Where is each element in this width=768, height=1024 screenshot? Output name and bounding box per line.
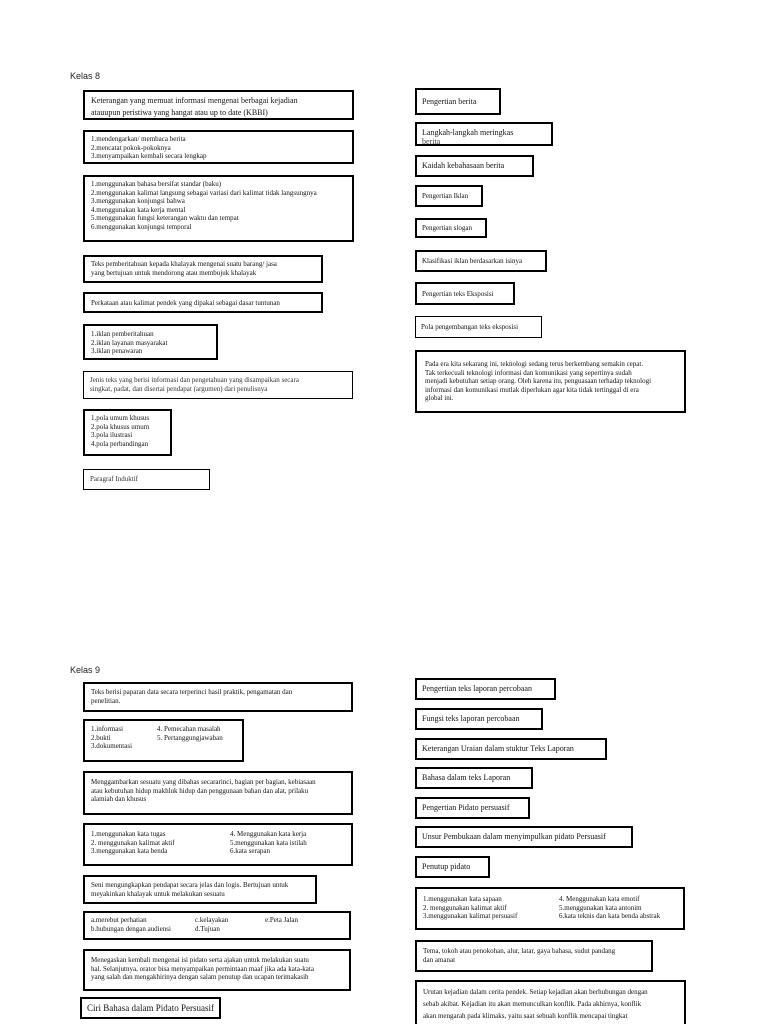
k9-b2-item: 1.informasi: [91, 725, 124, 733]
k9-t1-label: Pengertian teks laporan percobaan: [422, 684, 532, 693]
k8-b8-line: 4.pola perbandingan: [91, 439, 149, 448]
k9-alur-definition: [415, 980, 686, 1024]
k9-b3-line: alamiah dan khusus: [91, 795, 147, 804]
k9-b4-item: 5.menggunakan kata istilah: [230, 838, 307, 847]
k9-b6-item: c.kelayakan: [195, 916, 229, 924]
k9-ciri-bahasa-list: [415, 887, 685, 930]
k8-b7-line: singkat, padat, dan disertai pendapat (argumen) dari penulisnya: [90, 384, 268, 393]
k8-b3-line: 4.menggunakan kata kerja mental: [91, 205, 186, 214]
k9-b6-col1: [91, 916, 195, 935]
k9-term-uraian: [415, 738, 607, 760]
k8-b3-line: 6.menggunakan konjungsi temporal: [91, 222, 192, 231]
k9-rb2-line: Tema, tokoh atau penokohan, alur, latar, gaya bahasa, sudut pandang: [423, 947, 616, 955]
k8-p1-line: Pada era kita sekarang ini, teknologi sedang terus berkembang semakin cepat.: [425, 360, 644, 368]
k8-t6-label: Klasifikasi iklan berdasarkan isinya: [422, 257, 523, 265]
k9-b3-line: Menggambarkan sesuatu yang dibahas secararinci, bagian per bagian, kebiasaan: [91, 778, 316, 786]
k9-rb1-item: 5.menggunakan kata antonim: [559, 903, 642, 912]
k9-b2-item: 5. Pertanggungjawaban: [157, 733, 223, 742]
k9-b1-line: penelitian.: [91, 696, 121, 705]
k9-b6-item: a.merebut perhatian: [91, 916, 147, 924]
k8-b5-line: Perkataan atau kalimat pendek yang dipakai sebagai dasar tuntunan: [91, 299, 280, 307]
k9-t4-label: Bahasa dalam teks Laporan: [422, 773, 511, 782]
k9-b3-line: atau kebutuhan hidup makhluk hidup dan penggunaan bahan dan alat, prilaku: [91, 786, 309, 795]
k8-t4-label: Pengertian Iklan: [422, 192, 469, 200]
k9-rb1-item: 6.kata teknis dan kata benda abstrak: [559, 912, 661, 921]
k8-answer-paragraf: [83, 469, 210, 490]
k8-b4-line: Teks pemberitahuan kepada khalayak mengenai suatu barang/ jasa: [91, 260, 277, 268]
k8-b3-line: 2.menggunakan kalimat langsung sebagai variasi dari kalimat tidak langsungnya: [91, 188, 317, 197]
k9-b5-line: meyakinkan khalayak untuk melakukan sesuatu: [91, 889, 225, 898]
k9-b4-item: 2. menggunakan kalimat aktif: [91, 838, 175, 847]
k8-pola-list: [83, 409, 172, 456]
k8-p1-line: menjadi kebutuhan setiap orang. Oleh karena itu, penguasaan terhadap teknologi: [425, 377, 652, 386]
k9-term-penutup: [415, 856, 490, 878]
k9-rb1-item: 2. menggunakan kalimat aktif: [423, 903, 507, 912]
k9-b4-col1: [91, 830, 230, 859]
k9-rb3-line: akan mengarah pada klimaks, yaitu saat sebuah konflik mencapai tingkat: [423, 1012, 628, 1020]
k9-rb2-line: dan amanat: [423, 955, 456, 964]
k8-b3-line: 1.menggunakan bahasa bersifat standar (baku): [91, 180, 222, 188]
k9-rb1-col2: [559, 895, 660, 922]
k8-term-pola: [415, 316, 542, 338]
k9-b1-line: Teks berisi paparan data secara terperinci hasil praktik, pengamatan dan: [91, 688, 293, 696]
k8-b2-line: 1.mendengarkan/ membaca berita: [91, 135, 186, 143]
k9-b4-item: 4. Menggunakan kata kerja: [230, 830, 307, 838]
k9-b6-item: b.hubungan dengan audiensi: [91, 924, 171, 933]
k9-rb1-item: 4. Menggunakan kata emotif: [559, 895, 640, 903]
k9-rb3-line: sebab akibat. Kejadian itu akan memunculkan konflik. Pada akhirnya, konflik: [423, 1000, 642, 1008]
k9-pembukaan-list: [83, 911, 351, 940]
k9-b4-item: 3.menggunakan kata benda: [91, 847, 168, 856]
k9-b2-col1: [91, 725, 157, 756]
k9-term-unsur-pembukaan: [415, 826, 633, 848]
k9-b7-line: Menegaskan kembali mengenai isi pidato serta ajakan untuk melakukan suatu: [91, 956, 309, 964]
k8-term-eksposisi: [415, 282, 515, 305]
k8-b3-line: 3.menggunakan konjungsi bahwa: [91, 197, 185, 206]
k9-b5-line: Seni mengungkapkan pendapat secara jelas dan logis. Bertujuan untuk: [91, 881, 289, 889]
k8-definition-eksposisi: [83, 371, 353, 399]
k8-b6-line: 2.iklan layanan masyarakat: [91, 338, 168, 347]
k8-definition-iklan: [83, 255, 323, 283]
k8-t2-cut-text: berita: [422, 137, 441, 146]
k9-b7-line: hal. Selanjutnya, orator bisa menyampaikan permintaan maaf jika ada kata-kata: [91, 964, 314, 973]
k9-b6-item: d.Tujuan: [195, 924, 220, 933]
k9-bahasa-list: [83, 823, 353, 866]
k8-b8-line: 1.pola umum khusus: [91, 414, 150, 422]
kelas9-heading: Kelas 9: [70, 665, 101, 675]
k9-t5-label: Pengertian Pidato persuasif: [422, 803, 510, 812]
k9-b7-line: yang salah dan mengakhirinya dengan salam penutup dan ucapan terimakasih: [91, 973, 309, 982]
k8-term-kaidah: [415, 155, 534, 177]
k9-fungsi-list: [83, 719, 244, 762]
k8-t1-label: Pengertian berita: [422, 96, 477, 106]
k8-steps-ringkas: [83, 130, 354, 164]
k8-b3-line: 5.menggunakan fungsi keterangan waktu dan tempat: [91, 214, 239, 223]
k9-b6-col3: [265, 916, 298, 935]
k9-b6-item: e.Peta Jalan: [265, 916, 299, 924]
k9-rb1-item: 1.menggunakan kata sapaan: [423, 895, 502, 903]
k9-term-fungsi-laporan: [415, 708, 543, 730]
k8-t2-label: Langkah-langkah meringkas: [422, 128, 514, 137]
k9-t7-label: Penutup pidato: [422, 862, 471, 871]
k9-b4-item: 6.kata serapan: [230, 847, 271, 856]
k9-t6-label: Unsur Pembukaan dalam menyimpulkan pidato Persuasif: [422, 832, 606, 841]
k8-term-langkah-meringkas: [415, 122, 553, 146]
k9-b8-label: Ciri Bahasa dalam Pidato Persuasif: [87, 1003, 214, 1013]
k9-term-bahasa-laporan: [415, 767, 533, 789]
k8-paragraph-example: [415, 350, 686, 413]
k8-b4-line: yang bertujuan untuk mendorong atau membujuk khalayak: [91, 268, 257, 277]
k8-b8-line: 3.pola ilustrasi: [91, 431, 133, 440]
k8-term-klasifikasi: [415, 250, 547, 272]
k9-t3-label: Keterangan Uraian dalam stuktur Teks Laporan: [422, 744, 574, 753]
k9-penutup-definition: [83, 949, 351, 991]
k8-b6-line: 3.iklan penawaran: [91, 347, 143, 356]
k9-rb1-item: 3.menggunakan kalimat persuasif: [423, 912, 518, 921]
k8-b1-line: Keterangan yang memuat informasi mengenai berbagai kejadian: [91, 96, 298, 105]
k9-definition-pidato: [83, 875, 317, 904]
k9-b4-item: 1.menggunakan kata tugas: [91, 830, 166, 838]
kelas8-heading: Kelas 8: [70, 71, 101, 81]
k8-b9-line: Paragraf Induktif: [90, 475, 139, 483]
k8-b2-line: 2.mencatat pokok-pokoknya: [91, 143, 171, 152]
k8-term-iklan: [415, 185, 483, 207]
k9-rb1-col1: [423, 895, 559, 922]
k8-definition-slogan: [83, 292, 323, 313]
k9-b2-item: 3.dokumentasi: [91, 742, 133, 751]
k8-definition-berita: [83, 90, 354, 120]
k9-term-pengertian-laporan: [415, 678, 556, 700]
k8-b6-line: 1.iklan pemberitahuan: [91, 330, 154, 338]
k8-p1-line: Tak terkecuali teknologi informasi dan komunikasi yang sepertinya sudah: [425, 368, 632, 377]
k8-t8-label: Pola pengembangan teks eksposisi: [421, 323, 519, 331]
k8-p1-line: informasi dan komunikasi mutlak diperlukan agar kita tidak tertinggal di era: [425, 385, 639, 394]
k8-term-pengertian-berita: [415, 88, 501, 115]
k8-b2-line: 3.menyampaikan kembali secara lengkap: [91, 152, 207, 161]
k9-rb3-line: Urutan kejadian dalam cerita pendek. Setiap kejadian akan berhubungan dengan: [423, 988, 648, 996]
k8-b7-line: Jenis teks yang berisi informasi dan pengetahuan yang disampaikan secara: [90, 376, 299, 384]
k9-b4-col2: [230, 830, 307, 859]
k8-b1-line: atauupun peristiwa yang hangat atau up to date (KBBI): [91, 108, 268, 117]
k8-b8-line: 2.pola khusus umum: [91, 422, 150, 431]
k9-b2-item: 4. Pemecahan masalah: [157, 725, 221, 733]
k9-term-pidato-persuasif: [415, 797, 530, 819]
k8-t3-label: Kaidah kebahasaan berita: [422, 161, 505, 170]
k8-p1-line: global ini.: [425, 394, 454, 403]
k8-term-slogan: [415, 218, 487, 238]
k9-b6-col2: [195, 916, 265, 935]
k9-answer-ciri-bahasa: [80, 997, 221, 1019]
k9-unsur-cerpen: [415, 940, 653, 972]
k8-t5-label: Pengertian slogan: [422, 224, 472, 232]
k9-b2-item: 2.bukti: [91, 733, 111, 742]
k9-definition-laporan: [83, 682, 353, 712]
k8-klasifikasi-list: [83, 324, 218, 360]
k9-t2-label: Fungsi teks laporan percobaan: [422, 714, 520, 723]
k8-t7-label: Pengertian teks Eksposisi: [422, 289, 494, 298]
k9-uraian-definition: [83, 771, 353, 815]
k8-kaidah-list: [83, 175, 354, 242]
k9-b2-col2: [157, 725, 223, 756]
